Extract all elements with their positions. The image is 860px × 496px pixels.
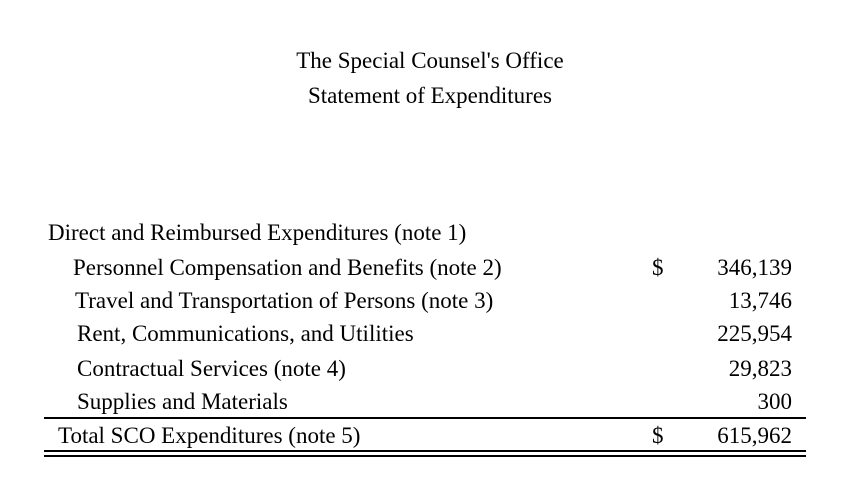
- total-top-rule: [44, 417, 806, 419]
- row-label-contractual: Contractual Services (note 4): [77, 356, 346, 381]
- row-label-rent: Rent, Communications, and Utilities: [77, 321, 414, 346]
- row-amount-rent: 225,954: [717, 321, 792, 346]
- row-label-personnel: Personnel Compensation and Benefits (note 2): [73, 255, 502, 280]
- total-currency: $: [652, 423, 664, 448]
- page-subtitle: Statement of Expenditures: [308, 83, 552, 108]
- total-label: Total SCO Expenditures (note 5): [58, 423, 361, 448]
- total-amount: 615,962: [717, 423, 792, 448]
- total-double-rule-lower: [44, 455, 806, 457]
- total-double-rule-upper: [44, 450, 806, 452]
- row-amount-travel: 13,746: [728, 288, 792, 313]
- row-label-supplies: Supplies and Materials: [77, 389, 288, 414]
- row-amount-personnel: 346,139: [717, 255, 792, 280]
- row-currency-personnel: $: [652, 255, 664, 280]
- row-amount-contractual: 29,823: [728, 356, 792, 381]
- section-heading: Direct and Reimbursed Expenditures (note 1): [48, 220, 467, 245]
- page-title: The Special Counsel's Office: [296, 48, 564, 73]
- row-amount-supplies: 300: [757, 389, 792, 414]
- row-label-travel: Travel and Transportation of Persons (note 3): [75, 288, 494, 313]
